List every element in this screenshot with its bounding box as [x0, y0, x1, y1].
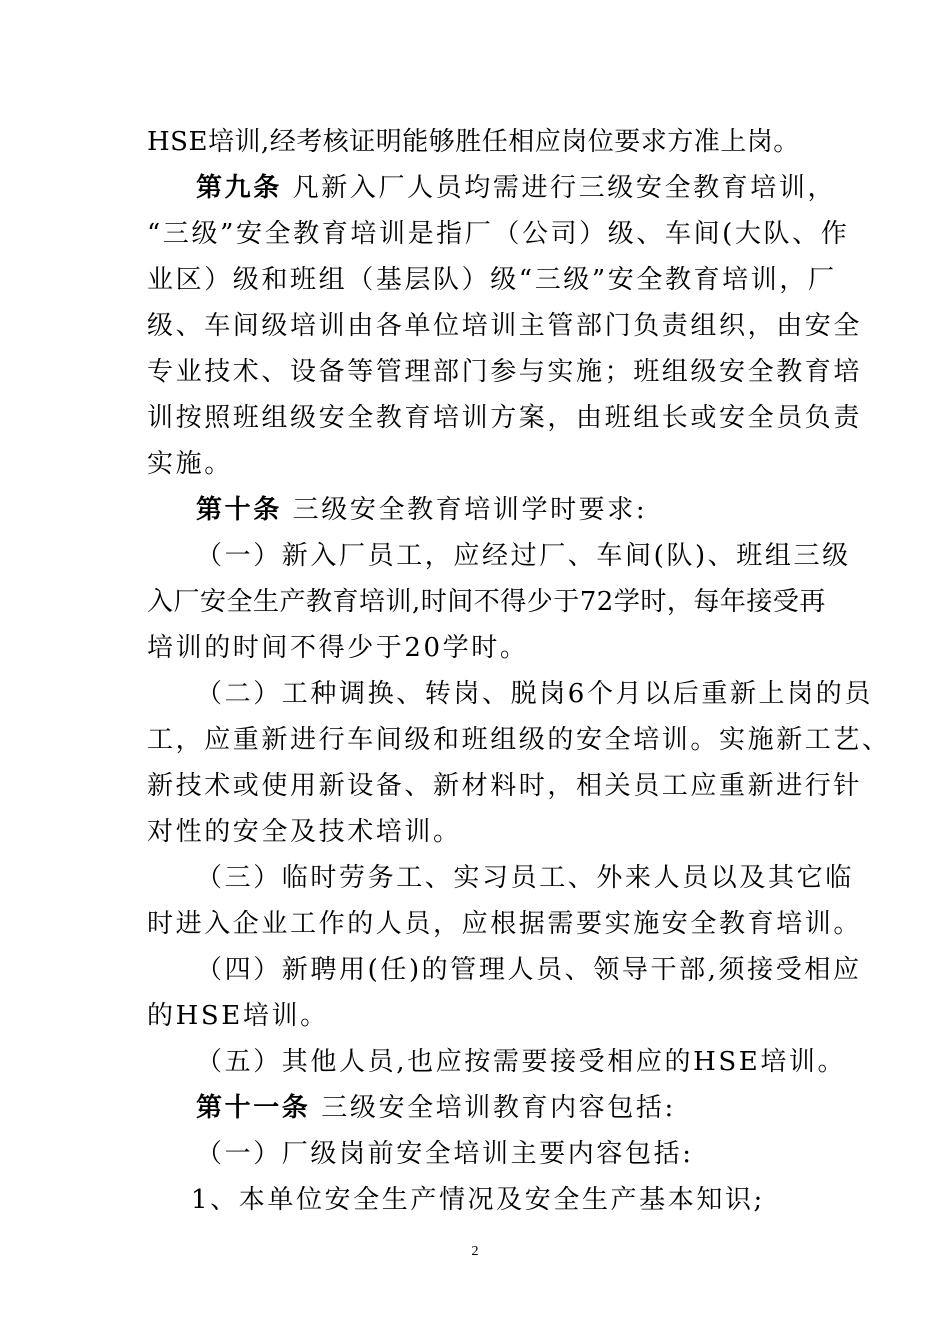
text-line: 专业技术、设备等管理部门参与实施；班组级安全教育培 [147, 357, 863, 387]
text-line: （五）其他人员,也应按需要接受相应的HSE培训。 [196, 1047, 847, 1077]
text-line: “三级”安全教育培训是指厂（公司）级、车间(大队、作 [147, 219, 850, 249]
text-line: 入厂安全生产教育培训,时间不得少于72学时，每年接受再 [147, 587, 826, 617]
text-line: HSE培训,经考核证明能够胜任相应岗位要求方准上岗。 [147, 127, 800, 157]
text-line: 1、本单位安全生产情况及安全生产基本知识; [191, 1185, 765, 1215]
article-heading: 第十一条 [196, 1093, 311, 1123]
text-line: 工，应重新进行车间级和班组级的安全培训。实施新工艺、 [147, 725, 891, 755]
text-line: 新技术或使用新设备、新材料时，相关员工应重新进行针 [147, 771, 863, 801]
article-heading: 第九条 [196, 173, 282, 203]
article-11-heading-line: 第十一条 三级安全培训教育内容包括: [196, 1093, 676, 1123]
text-line: 培训的时间不得少于20学时。 [147, 633, 529, 663]
text-line: 时进入企业工作的人员，应根据需要实施安全教育培训。 [147, 909, 863, 939]
text-line: （四）新聘用(任)的管理人员、领导干部,须接受相应 [196, 955, 862, 985]
text-line: （一）厂级岗前安全培训主要内容包括: [196, 1139, 694, 1169]
text-line: 业区）级和班组（基层队）级“三级”安全教育培训，厂 [147, 265, 837, 295]
text-line: 训按照班组级安全教育培训方案，由班组长或安全员负责 [147, 403, 863, 433]
text-line: 级、车间级培训由各单位培训主管部门负责组织，由安全 [147, 311, 863, 341]
text-line: （三）临时劳务工、实习员工、外来人员以及其它临 [196, 863, 854, 893]
text-line: 实施。 [147, 449, 233, 479]
article-9-heading-line: 第九条 凡新入厂人员均需进行三级安全教育培训， [196, 173, 837, 203]
text-line: （二）工种调换、转岗、脱岗6个月以后重新上岗的员 [196, 679, 873, 709]
text-line: （一）新入厂员工，应经过厂、车间(队)、班组三级 [196, 541, 851, 571]
text-line: 对性的安全及技术培训。 [147, 817, 462, 847]
article-10-heading-line: 第十条 三级安全教育培训学时要求: [196, 495, 648, 525]
page-number: 2 [471, 1244, 479, 1259]
article-heading: 第十条 [196, 495, 282, 525]
text-line: 的HSE培训。 [147, 1001, 329, 1031]
